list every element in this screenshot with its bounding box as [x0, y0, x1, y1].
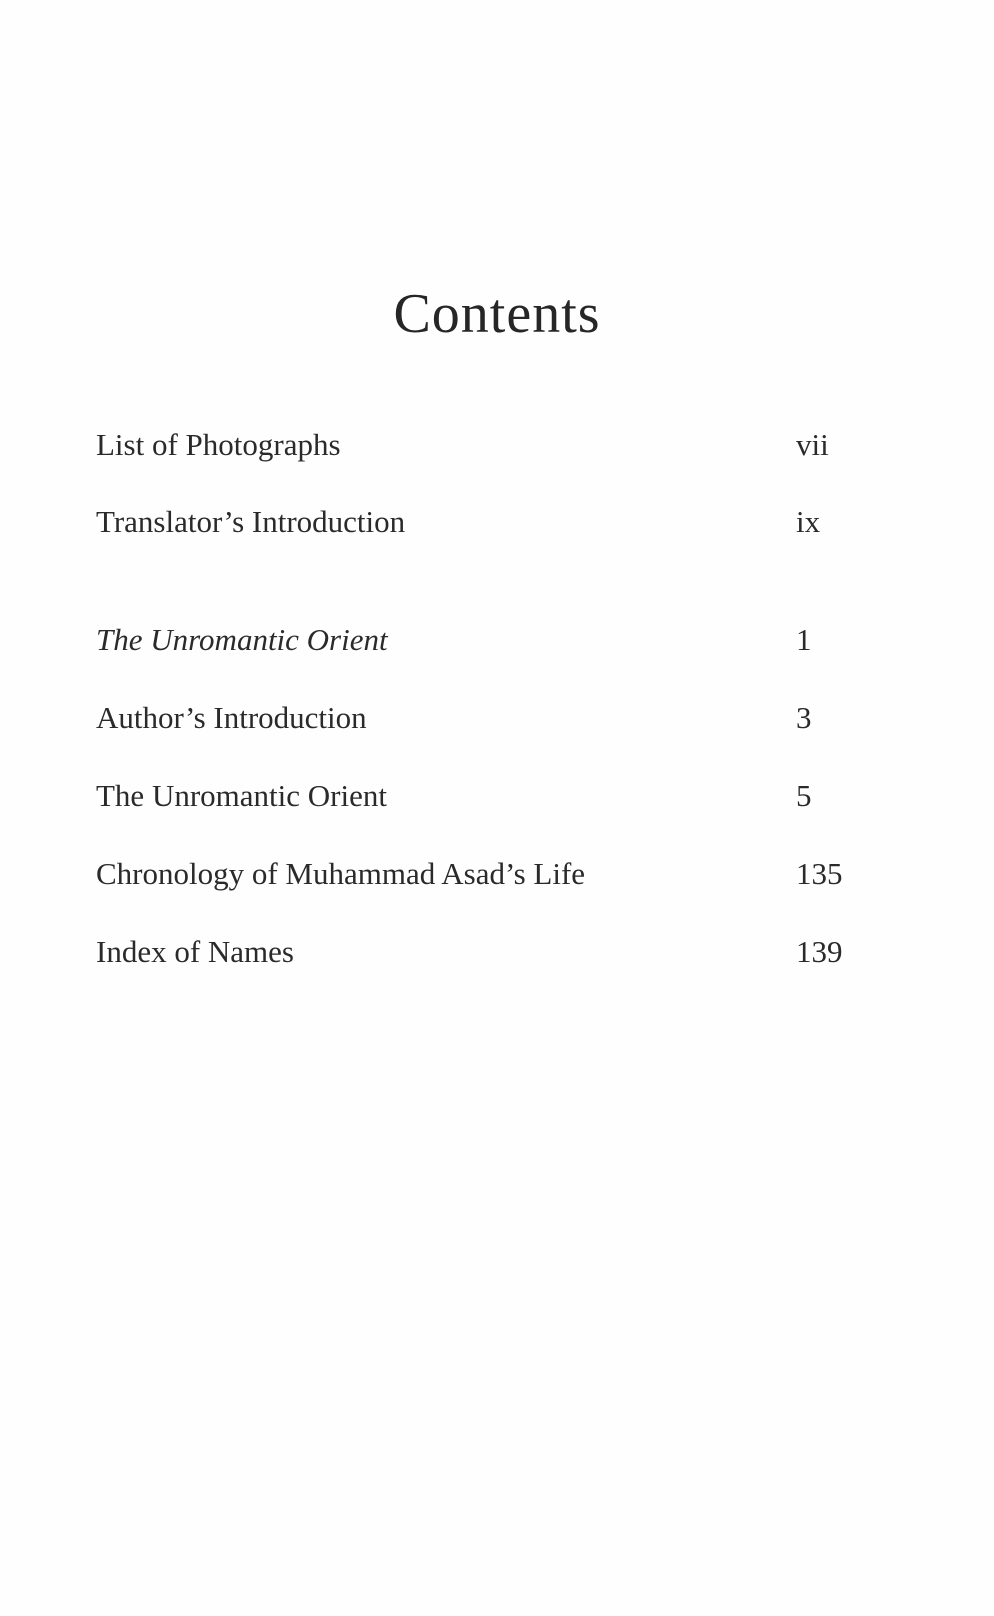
toc-entry-label: Index of Names — [96, 934, 294, 969]
toc-entry-authors-introduction[interactable] — [96, 698, 856, 738]
toc-entry-list-of-photographs[interactable] — [96, 425, 856, 465]
toc-entry-label: Chronology of Muhammad Asad’s Life — [96, 856, 586, 891]
toc-entry-label: List of Photographs — [96, 427, 341, 462]
toc-entry-translators-introduction[interactable] — [96, 502, 856, 542]
toc-entry-label: The Unromantic Orient — [96, 778, 387, 813]
toc-entry-label: Translator’s Introduction — [96, 504, 406, 539]
toc-entry-page-number: 5 — [796, 778, 812, 813]
toc-entry-index-of-names[interactable] — [96, 932, 856, 972]
toc-entry-page-number: 139 — [796, 934, 843, 969]
page-title: Contents — [393, 283, 601, 345]
toc-entry-page-number: ix — [796, 504, 821, 539]
toc-entry-page-number: 3 — [796, 700, 812, 735]
toc-entry-label: Author’s Introduction — [96, 700, 367, 735]
toc-entry-label: The Unromantic Orient — [96, 622, 388, 657]
toc-entry-chronology[interactable] — [96, 854, 856, 894]
toc-entry-page-number: 135 — [796, 856, 843, 891]
toc-entry-page-number: 1 — [796, 622, 812, 657]
toc-entry-book-title[interactable] — [96, 620, 856, 660]
toc-entry-page-number: vii — [796, 427, 829, 462]
toc-entry-the-unromantic-orient[interactable] — [96, 776, 856, 816]
